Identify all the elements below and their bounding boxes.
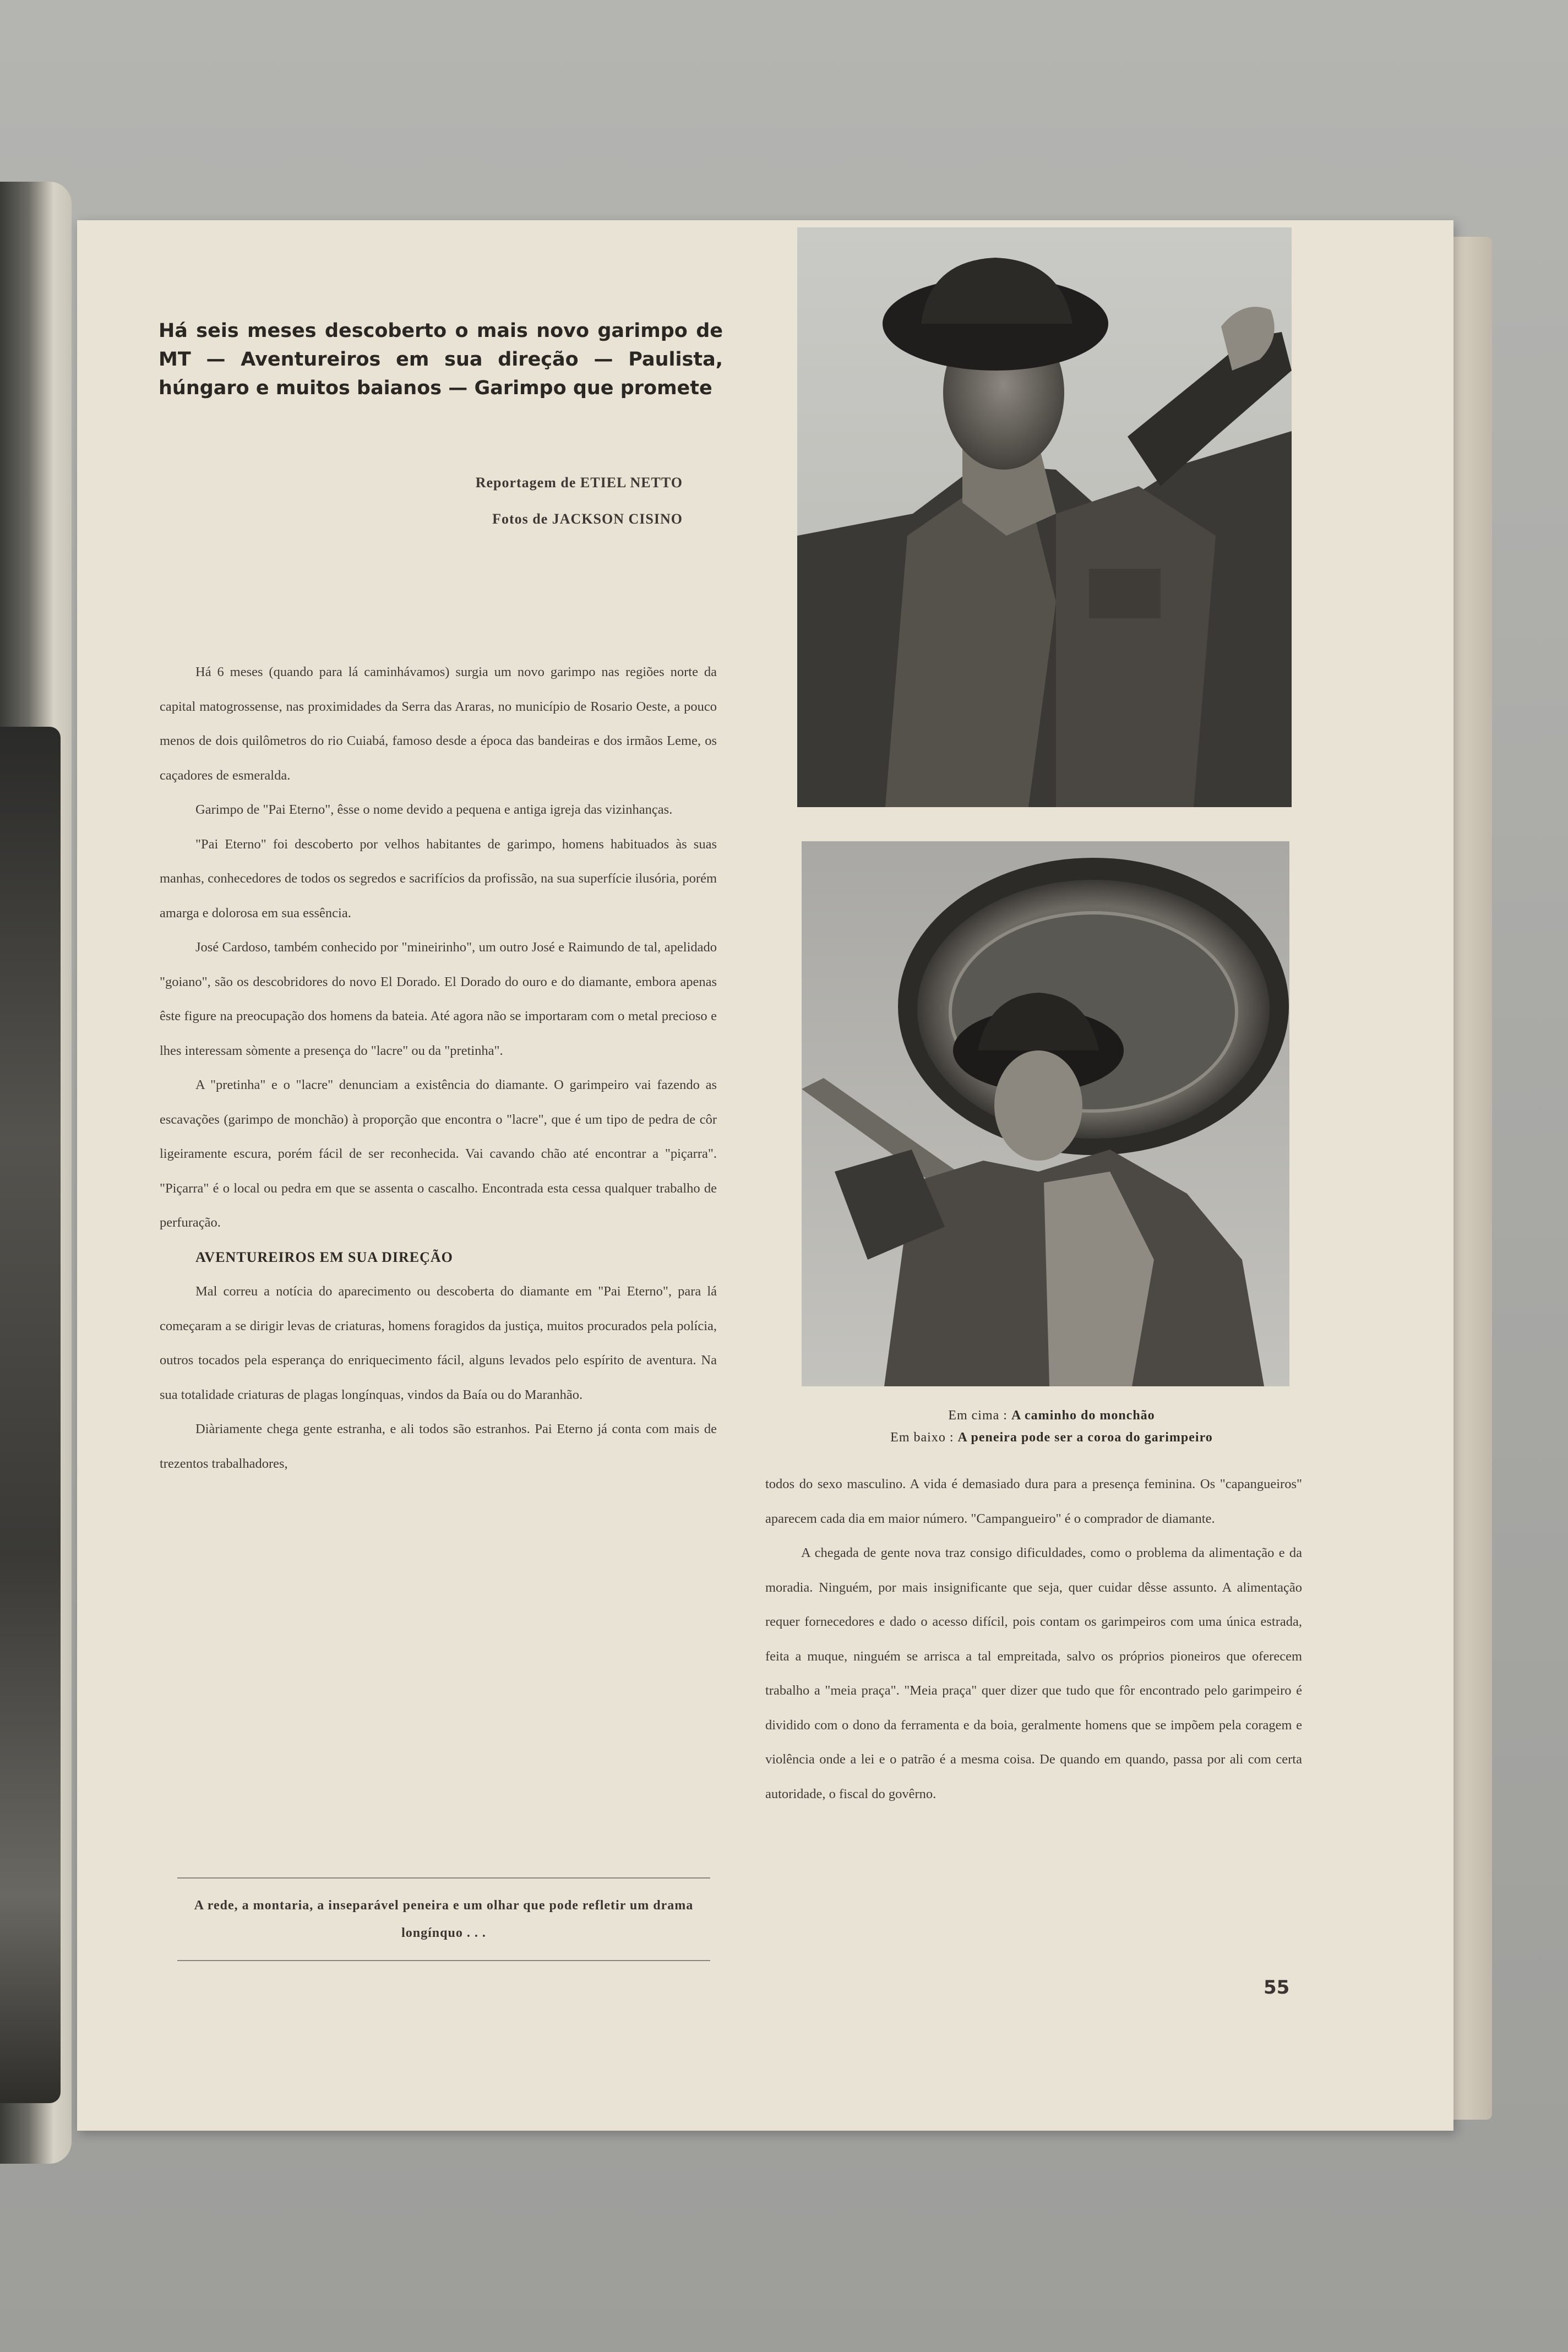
- caption-text: A caminho do monchão: [1011, 1408, 1155, 1423]
- article-headline: Há seis meses descoberto o mais novo garimpo de MT — Aventureiros em sua direção — Paulista, húngaro e muitos baianos — Garimpo que promete: [159, 320, 723, 399]
- caption-position: Em cima :: [948, 1408, 1008, 1423]
- paragraph: Diàriamente chega gente estranha, e ali todos são estranhos. Pai Eterno já conta com mais de trezentos trabalhadores,: [160, 1422, 717, 1471]
- reporter-name: ETIEL NETTO: [580, 475, 683, 491]
- sidebar-caption: A rede, a montaria, a inseparável peneira e um olhar que pode refletir um drama longínquo . . .: [194, 1898, 694, 1940]
- section-subhead: AVENTUREIROS EM SUA DIREÇÃO: [195, 1249, 453, 1265]
- photo-miner-sieve: [802, 841, 1289, 1386]
- paragraph: Há 6 meses (quando para lá caminhávamos) surgia um novo garimpo nas regiões norte da capital matogrossense, nas proximidades da Serra das Araras, no município de Rosario Oeste, a pouco menos de dois quilômetros do rio Cuiabá, famoso desde a época das bandeiras e dos irmãos Leme, os caçadores de esmeralda.: [160, 665, 717, 783]
- paragraph: "Pai Eterno" foi descoberto por velhos habitantes de garimpo, homens habituados às suas manhas, conhecedores de todos os segredos e sacrifícios da profissão, na sua superfície ilusória, porém amarga e dolorosa em sua essência.: [160, 836, 717, 921]
- paragraph: A "pretinha" e o "lacre" denunciam a existência do diamante. O garimpeiro vai fazendo as escavações (garimpo de monchão) à proporção que encontra o "lacre", que é um tipo de pedra de côr ligeiramente escura, porém fácil de ser reconhecida. Vai cavando chão até encontrar a "piçarra". "Piçarra" é o local ou pedra em que se assenta o cascalho. Encontrada esta cessa qualquer trabalho de perfuração.: [160, 1077, 717, 1230]
- paragraph: todos do sexo masculino. A vida é demasiado dura para a presença feminina. Os "capangueiros" aparecem cada dia em maior número. "Campangueiro" é o comprador de diamante.: [765, 1477, 1302, 1526]
- reporter-label: Reportagem de: [475, 475, 576, 491]
- photos-label: Fotos de: [492, 511, 548, 527]
- photo-miner-hat-image: [797, 227, 1292, 807]
- facing-page-photo: [0, 727, 61, 2103]
- paragraph: José Cardoso, também conhecido por "mineirinho", um outro José e Raimundo de tal, apelidado "goiano", são os descobridores do novo El Dorado. El Dorado do ouro e do diamante, embora apenas êste figure na preocupação dos homens da bateia. Até agora não se importaram com o metal precioso e lhes interessam sòmente a presença do "lacre" ou da "pretinha".: [160, 940, 717, 1058]
- caption-text: A peneira pode ser a coroa do garimpeiro: [957, 1430, 1213, 1445]
- reporter-credit: [385, 475, 683, 491]
- page-number: 55: [1264, 1977, 1290, 1999]
- right-text-column: [765, 1467, 1302, 1811]
- sidebar-caption-box: [177, 1877, 710, 1961]
- photo-miner-sieve-image: [802, 841, 1289, 1386]
- photos-name: JACKSON CISINO: [552, 511, 683, 527]
- photo-caption-bottom: [776, 1430, 1327, 1445]
- left-text-column: [160, 655, 717, 1481]
- paragraph: Garimpo de "Pai Eterno", êsse o nome devido a pequena e antiga igreja das vizinhanças.: [195, 802, 673, 817]
- photographer-credit: [385, 511, 683, 527]
- caption-position: Em baixo :: [890, 1430, 954, 1445]
- paragraph: Mal correu a notícia do aparecimento ou descoberta do diamante em "Pai Eterno", para lá começaram a se dirigir levas de criaturas, homens foragidos da justiça, muitos procurados pela polícia, outros tocados pela esperança do enriquecimento fácil, alguns levados pelo espírito de aventura. Na sua totalidade criaturas de plagas longínquas, vindos da Baía ou do Maranhão.: [160, 1284, 717, 1402]
- photo-miner-hat: [797, 227, 1292, 807]
- paragraph: A chegada de gente nova traz consigo dificuldades, como o problema da alimentação e da moradia. Ninguém, por mais insignificante que seja, quer cuidar dêsse assunto. A alimentação requer fornecedores e dado o acesso difícil, pois contam os garimpeiros com uma única estrada, feita a muque, ninguém se arrisca a tal empreitada, salvo os próprios pioneiros que oferecem trabalho a "meia praça". "Meia praça" quer dizer que tudo que fôr encontrado pelo garimpeiro é dividido com o dono da ferramenta e da boia, geralmente homens que se impõem pela coragem e violência onde a lei e o patrão é a mesma coisa. De quando em quando, passa por ali com certa autoridade, o fiscal do govêrno.: [765, 1545, 1302, 1801]
- photo-caption-top: [776, 1408, 1327, 1423]
